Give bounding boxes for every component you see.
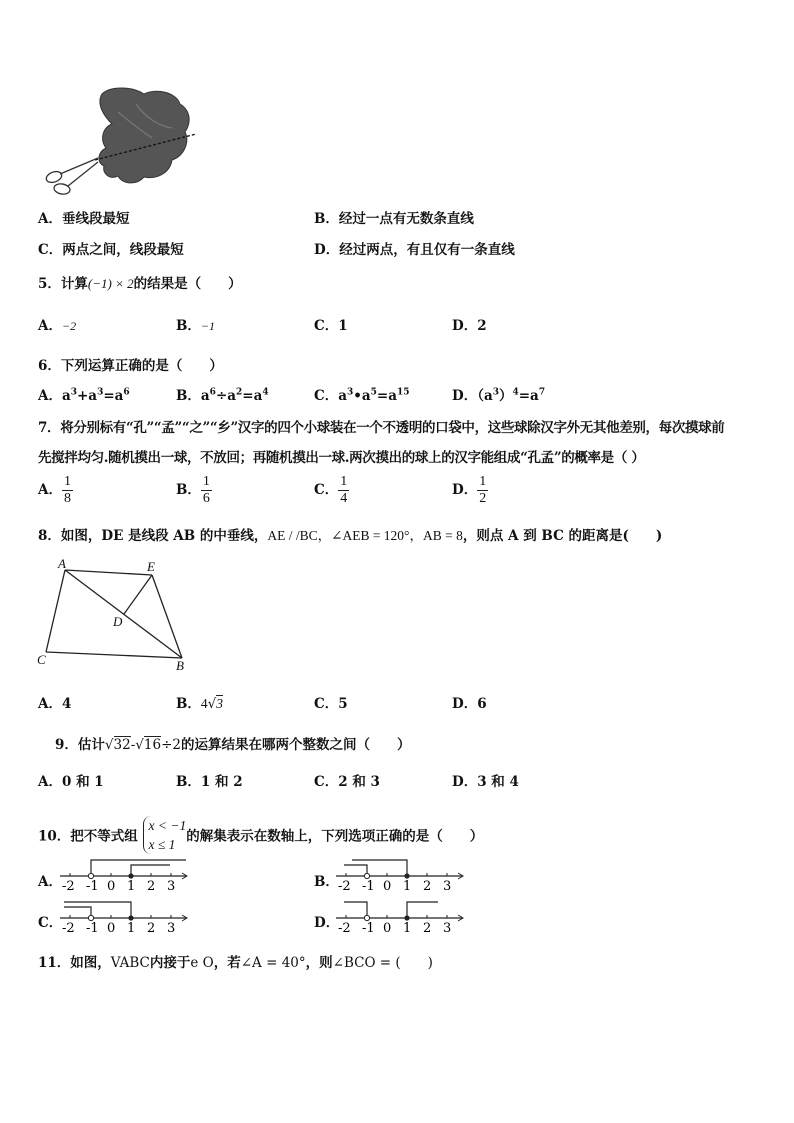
svg-text:3: 3 xyxy=(167,921,176,936)
svg-text:3: 3 xyxy=(443,879,452,894)
q8-option-a: A．4 xyxy=(38,696,72,712)
q8-option-d: D．6 xyxy=(452,696,487,712)
q5-option-a-label: A． xyxy=(38,318,62,334)
label-c: C xyxy=(37,652,46,667)
svg-text:3: 3 xyxy=(443,921,452,936)
q6-option-c: C．$a^3•a^5=a^{15}$ xyxy=(314,387,410,404)
q7-option-a: A． $\frac{1}{8}$ xyxy=(38,474,71,506)
q10-number-line-c xyxy=(58,898,190,936)
q6-option-a: A．$a^3+a^3=a^6$ xyxy=(38,387,130,404)
q5-option-b xyxy=(176,314,215,334)
question-7-line-2: 先搅拌均匀.随机摸出一球，不放回；再随机摸出一球.两次摸出的球上的汉字能组成“孔孟”的概率是（ ） xyxy=(38,450,645,466)
label-a: A xyxy=(58,556,66,571)
label-d: D xyxy=(113,614,123,629)
q8-option-b: B．4√3 xyxy=(176,696,224,712)
q4-option-c: C．两点之间，线段最短 xyxy=(38,242,184,258)
svg-text:2: 2 xyxy=(423,921,432,936)
question-10: 10．把不等式组 x < −1 x ≤ 1 的解集表示在数轴上，下列选项正确的是（ ） xyxy=(38,818,484,852)
svg-text:-2: -2 xyxy=(338,879,351,894)
q10-number-line-d xyxy=(334,898,466,936)
leaf-cutting-illustration xyxy=(40,82,200,197)
q5-option-b-value: −1 xyxy=(200,319,216,333)
q8-stem-b: ，则点 A 到 BC 的距离是( ) xyxy=(462,528,663,544)
fraction: $\frac{1}{2}$ xyxy=(479,474,487,506)
q9-option-c: C．2 和 3 xyxy=(314,774,380,790)
q7-option-d: D． $\frac{1}{2}$ xyxy=(452,474,487,506)
svg-text:1: 1 xyxy=(403,921,412,936)
svg-text:-2: -2 xyxy=(62,921,75,936)
q6-option-d: D．$(a^3)^4=a^7$ xyxy=(452,387,546,404)
q9-option-a: A．0 和 1 xyxy=(38,774,104,790)
svg-text:3: 3 xyxy=(167,879,176,894)
fraction: $\frac{1}{4}$ xyxy=(340,474,348,506)
q5-option-d: D．2 xyxy=(452,318,487,334)
q10-number-line-a xyxy=(58,856,190,894)
q5-option-a-value: −2 xyxy=(61,319,77,333)
q8-option-c: C．5 xyxy=(314,696,348,712)
segment-ab xyxy=(65,570,182,658)
q5-option-b-label: B． xyxy=(176,318,201,334)
label-b: B xyxy=(176,658,184,673)
q5-option-a xyxy=(38,314,76,334)
q10-option-d-label: D． xyxy=(314,915,340,931)
q9-option-d: D．3 和 4 xyxy=(452,774,519,790)
q5-suffix: 的结果是（ ） xyxy=(133,276,242,292)
question-11: 11．如图，VABC内接于e O，若∠A = 40°，则∠BCO = ( ) xyxy=(38,955,433,971)
q4-option-b: B．经过一点有无数条直线 xyxy=(314,211,474,227)
scissors-icon xyxy=(45,158,98,195)
segment-eb xyxy=(152,575,182,658)
q7-option-b: B． $\frac{1}{6}$ xyxy=(176,474,210,506)
svg-text:-2: -2 xyxy=(62,879,75,894)
svg-text:2: 2 xyxy=(147,921,156,936)
sqrt-symbol: √ xyxy=(207,696,217,712)
question-8 xyxy=(38,524,662,544)
question-6: 6．下列运算正确的是（ ） xyxy=(38,358,223,374)
svg-text:0: 0 xyxy=(383,879,392,894)
label-e: E xyxy=(147,559,155,574)
segment-cb xyxy=(46,652,182,658)
q5-option-c: C．1 xyxy=(314,318,348,334)
q5-expression: (−1) × 2 xyxy=(87,276,134,291)
segment-de xyxy=(124,575,152,614)
svg-text:-1: -1 xyxy=(362,879,375,894)
q10-option-b-label: B． xyxy=(314,874,339,890)
question-7-line-1: 7．将分别标有“孔”“孟”“之”“乡”汉字的四个小球装在一个不透明的口袋中，这些球除汉字外无其他差别，每次摸球前 xyxy=(38,420,725,436)
svg-text:1: 1 xyxy=(127,879,136,894)
question-9: 9．估计√32-√16÷2的运算结果在哪两个整数之间（ ） xyxy=(55,737,411,753)
svg-text:2: 2 xyxy=(423,879,432,894)
svg-text:-1: -1 xyxy=(86,879,99,894)
fraction: $\frac{1}{8}$ xyxy=(63,474,71,506)
q8-condition: AE / /BC，∠AEB = 120°，AB = 8 xyxy=(267,528,463,543)
inequality-system: x < −1 x ≤ 1 xyxy=(143,816,187,854)
svg-text:2: 2 xyxy=(147,879,156,894)
leaf-shape xyxy=(99,88,189,183)
q4-option-a: A．垂线段最短 xyxy=(38,211,130,227)
svg-text:1: 1 xyxy=(127,921,136,936)
q10-option-c-label: C． xyxy=(38,915,63,931)
q5-prefix: 5．计算 xyxy=(38,276,88,292)
svg-text:0: 0 xyxy=(107,921,116,936)
q10-option-a-label: A． xyxy=(38,874,62,890)
q9-option-b: B．1 和 2 xyxy=(176,774,243,790)
q8-stem-a: 8．如图，DE 是线段 AB 的中垂线， xyxy=(38,528,268,544)
q8-geometry-figure xyxy=(34,556,204,674)
svg-text:0: 0 xyxy=(383,921,392,936)
svg-text:-1: -1 xyxy=(362,921,375,936)
svg-text:-1: -1 xyxy=(86,921,99,936)
svg-text:-2: -2 xyxy=(338,921,351,936)
svg-text:1: 1 xyxy=(403,879,412,894)
q4-option-d: D．经过两点，有且仅有一条直线 xyxy=(314,242,515,258)
segment-ae xyxy=(65,570,152,575)
question-5 xyxy=(38,272,242,292)
q6-option-b: B．$a^6\div a^2=a^4$ xyxy=(176,387,269,404)
q10-number-line-b xyxy=(334,856,466,894)
q7-option-c: C． $\frac{1}{4}$ xyxy=(314,474,348,506)
fraction: $\frac{1}{6}$ xyxy=(202,474,210,506)
segment-ac xyxy=(46,570,65,652)
svg-text:0: 0 xyxy=(107,879,116,894)
